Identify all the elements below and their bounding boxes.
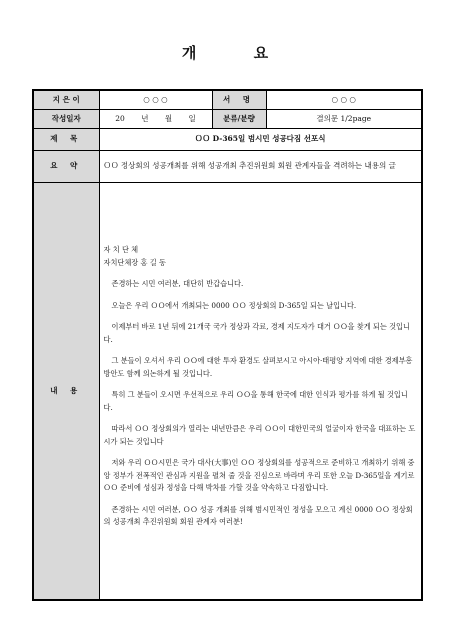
body-paragraph: 그 분들이 오셔서 우리 ＯＯ에 대한 투자 환경도 살펴보시고 아시아·태평양 지역에 대한 경제부흥 방안도 함께 의논하게 될 것입니다. bbox=[103, 356, 413, 378]
signature-value: ○ ○ ○ bbox=[266, 90, 422, 109]
body-paragraph: 저와 우리 ＯＯ시민은 국가 대사(大事)인 ＯＯ 정상회의를 성공적으로 준비하고 개최하기 위해 중앙 정부가 전폭적인 관심과 지원을 펼쳐 줄 것을 진심으로 바라며 우리 또한 오늘 D-365일을 계기로 ＯＯ 준비에 성심과 정성을 다해 박차를 가할 것을 약속하고 다짐합니다. bbox=[103, 458, 415, 492]
content-label: 내 용 bbox=[33, 182, 99, 600]
body-paragraph: 따라서 ＯＯ 정상회의가 열리는 내년만큼은 우리 ＯＯ이 대한민국의 얼굴이자 한국을 대표하는 도시가 되는 것입니다 bbox=[103, 424, 416, 446]
content-row bbox=[33, 182, 422, 600]
author-value: ○ ○ ○ bbox=[99, 90, 212, 109]
body-paragraph: 오늘은 우리 ＯＯ에서 개최되는 0000 ＯＯ 정상회의 D-365일 되는 날입니다. bbox=[111, 300, 357, 310]
date-value: 20 년 월 일 bbox=[99, 109, 212, 128]
quantity-label: 분류/분량 bbox=[212, 109, 266, 128]
addressee-line-1: 자 치 단 체 bbox=[103, 245, 139, 254]
addressee-line-2: 자치단체장 홍 길 동 bbox=[103, 257, 166, 267]
subject-value: ＯＯ D-365일 범시민 성공다짐 선포식 bbox=[99, 128, 422, 150]
subject-label: 제 목 bbox=[33, 128, 99, 150]
overview-form-table bbox=[32, 89, 423, 601]
date-row bbox=[33, 109, 422, 128]
body-paragraph: 특히 그 분들이 오시면 우선적으로 우리 ＯＯ을 통해 한국에 대한 인식과 평가를 하게 될 것입니다. bbox=[103, 390, 408, 412]
author-label: 지 은 이 bbox=[33, 90, 99, 109]
date-label: 작성일자 bbox=[33, 109, 99, 128]
author-row bbox=[33, 90, 422, 109]
content-body bbox=[99, 182, 422, 600]
summary-label: 요 약 bbox=[33, 150, 99, 182]
page-title: 개 요 bbox=[181, 44, 295, 62]
quantity-value: 결의문 1/2page bbox=[266, 109, 422, 128]
summary-row bbox=[33, 150, 422, 182]
body-paragraph: 존경하는 시민 여러분, 대단히 반갑습니다. bbox=[111, 279, 244, 288]
summary-value: ＯＯ 정상회의 성공개최를 위해 성공개최 추진위원회 회원 관계자들을 격려하는 내용의 글 bbox=[99, 150, 422, 182]
body-paragraph: 이제부터 바로 1년 뒤에 21개국 국가 정상과 각료, 경제 지도자가 대거 ＯＯ을 찾게 되는 것입니다. bbox=[103, 322, 410, 344]
signature-label: 서 명 bbox=[212, 90, 266, 109]
body-paragraph: 존경하는 시민 여러분, ＯＯ 성공 개최를 위해 범시민적인 정성을 모으고 계신 0000 ＯＯ 정상회의 성공개최 추진위원회 회원 관계자 여러분! bbox=[103, 504, 413, 526]
subject-row bbox=[33, 128, 422, 150]
